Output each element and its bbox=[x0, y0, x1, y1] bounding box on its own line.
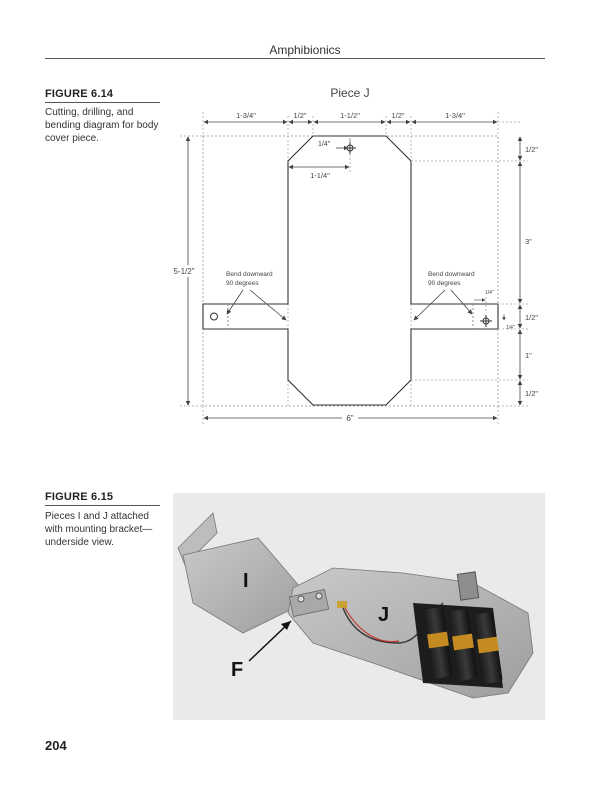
dim-top-1: 1-3/4" bbox=[236, 111, 256, 120]
photo-label-j: J bbox=[378, 604, 390, 626]
figure-6-15-caption: Pieces I and J attached with mounting bracket—underside view. bbox=[45, 511, 153, 548]
holder-post bbox=[457, 572, 478, 600]
left-tab-hole bbox=[211, 313, 218, 320]
dim-right-5: 1/2" bbox=[525, 389, 539, 398]
piece-j-diagram bbox=[168, 82, 553, 427]
dim-top-5: 1-3/4" bbox=[445, 111, 465, 120]
right-tab-hole-crosshair bbox=[480, 315, 492, 327]
guide-lines bbox=[288, 116, 520, 406]
photo-label-i: I bbox=[243, 570, 249, 592]
hole-offset-label: 1/4" bbox=[318, 141, 331, 148]
bend-arrows bbox=[227, 290, 472, 320]
figure-6-14-label: FIGURE 6.14 bbox=[45, 88, 114, 100]
batteries bbox=[423, 607, 503, 684]
diagram-title: Piece J bbox=[330, 86, 370, 100]
dim-right-3: 1/2" bbox=[525, 313, 539, 322]
page-number: 204 bbox=[45, 738, 67, 753]
dim-top-4: 1/2" bbox=[391, 111, 405, 120]
photo-label-f: F bbox=[231, 659, 244, 681]
dim-right-2: 3" bbox=[525, 237, 532, 246]
dim-top-2: 1/2" bbox=[293, 111, 307, 120]
running-head: Amphibionics bbox=[269, 43, 341, 57]
dim-top-3: 1-1/2" bbox=[340, 111, 360, 120]
connector bbox=[337, 601, 347, 608]
figure-6-14-rule bbox=[45, 102, 160, 103]
overall-width-label: 6" bbox=[346, 414, 354, 423]
tab-dim-horizontal: 1/4" bbox=[485, 290, 494, 296]
bend-right-line1: Bend downward bbox=[428, 271, 475, 278]
figure-6-15-label: FIGURE 6.15 bbox=[45, 491, 114, 503]
tab-dim-vertical: 1/4" bbox=[506, 325, 515, 331]
assembly-photo bbox=[173, 493, 545, 720]
dim-right-4: 1" bbox=[525, 351, 532, 360]
bend-left-line2: 90 degrees bbox=[226, 280, 259, 287]
bend-right-line2: 90 degrees bbox=[428, 280, 461, 287]
dim-right-1: 1/2" bbox=[525, 145, 539, 154]
figure-6-15-rule bbox=[45, 505, 160, 506]
hole-distance-label: 1-1/4" bbox=[310, 171, 330, 180]
bend-left-line1: Bend downward bbox=[226, 271, 273, 278]
header-rule bbox=[45, 58, 545, 59]
figure-6-14-caption: Cutting, drilling, and bending diagram for body cover piece. bbox=[45, 107, 159, 144]
overall-height-label: 5-1/2" bbox=[173, 267, 195, 276]
